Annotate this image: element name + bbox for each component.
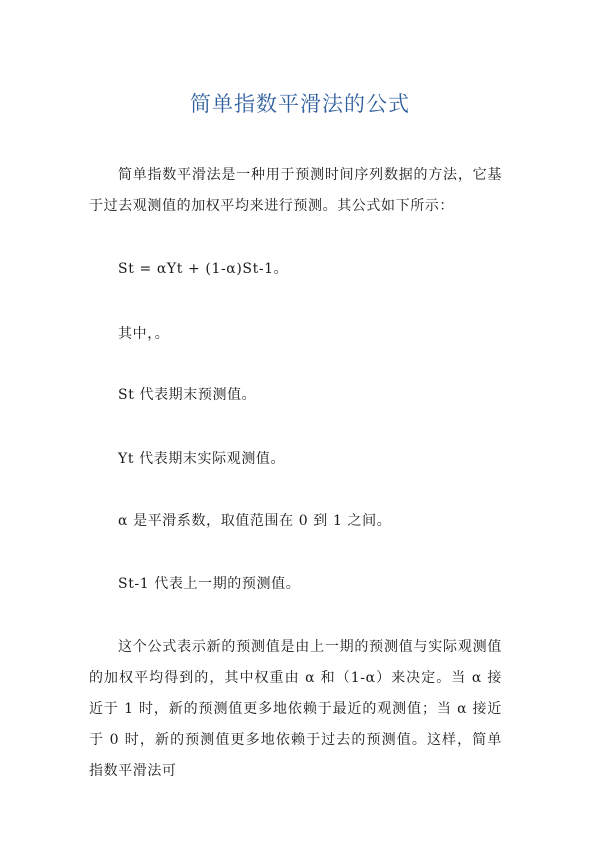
where-line: 其中，。	[118, 326, 170, 342]
formula-line: St = αYt + (1-α)St-1。	[118, 261, 289, 277]
explanation-paragraph: 这个公式表示新的预测值是由上一期的预测值与实际观测值的加权平均得到的，其中权重由 α 和（1-α）来决定。当 α 接近于 1 时，新的预测值更多地依赖于最近的观测值；当 α 接近于 0 时，新的预测值更多地依赖于过去的预测值。这样，简单指数平滑法可	[89, 639, 502, 779]
document-title: 简单指数平滑法的公式	[190, 92, 410, 116]
intro-paragraph: 简单指数平滑法是一种用于预测时间序列数据的方法，它基于过去观测值的加权平均来进行预测。其公式如下所示：	[89, 167, 502, 214]
definition-st1: St-1 代表上一期的预测值。	[118, 576, 301, 592]
definition-alpha: α 是平滑系数，取值范围在 0 到 1 之间。	[118, 513, 392, 529]
definition-yt: Yt 代表期末实际观测值。	[118, 451, 286, 467]
definition-st: St 代表期末预测值。	[118, 387, 257, 403]
